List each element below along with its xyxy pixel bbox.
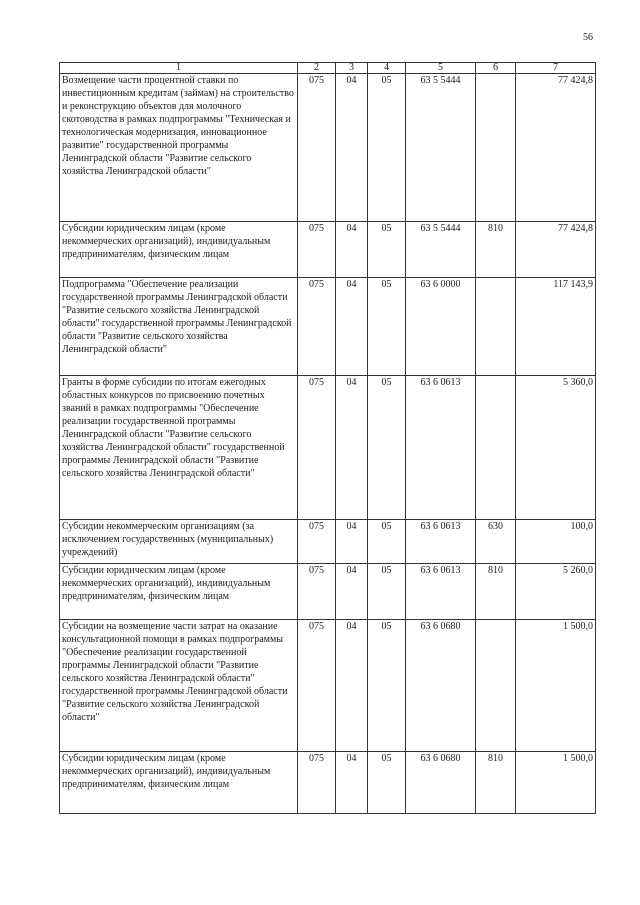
row-code-2: 075 [298,376,336,520]
row-code-6: 630 [476,520,516,564]
row-amount: 5 260,0 [516,564,596,620]
table-row [60,376,596,520]
row-code-5: 63 6 0680 [406,620,476,752]
row-code-3: 04 [336,520,368,564]
row-code-3: 04 [336,620,368,752]
row-name: Подпрограмма "Обеспечение реализации государственной программы Ленинградской области "Развитие сельского хозяйства Ленинградской области" государственной программы Ленинградской области "Развитие сельского хозяйства Ленинградской области" [60,278,298,376]
page-number: 56 [583,32,593,43]
row-code-2: 075 [298,620,336,752]
row-amount: 117 143,9 [516,278,596,376]
row-name: Субсидии юридическим лицам (кроме некоммерческих организаций), индивидуальным предпринимателям, физическим лицам [60,222,298,278]
row-code-4: 05 [368,376,406,520]
row-name: Субсидии юридическим лицам (кроме некоммерческих организаций), индивидуальным предпринимателям, физическим лицам [60,752,298,814]
row-amount: 77 424,8 [516,74,596,222]
row-code-4: 05 [368,278,406,376]
header-col-6: 6 [476,63,516,74]
row-code-3: 04 [336,376,368,520]
header-col-7: 7 [516,63,596,74]
row-code-2: 075 [298,752,336,814]
row-code-2: 075 [298,278,336,376]
row-code-3: 04 [336,564,368,620]
row-code-6: 810 [476,752,516,814]
header-col-5: 5 [406,63,476,74]
table-row [60,752,596,814]
row-code-4: 05 [368,564,406,620]
row-code-4: 05 [368,74,406,222]
table-row [60,564,596,620]
row-code-2: 075 [298,564,336,620]
row-code-6: 810 [476,564,516,620]
row-amount: 100,0 [516,520,596,564]
table-row [60,74,596,222]
row-name: Гранты в форме субсидии по итогам ежегодных областных конкурсов по присвоению почетных званий в рамках подпрограммы "Обеспечение реализации государственной программы Ленинградской области "Развитие сельского хозяйства Ленинградской области" государственной программы Ленинградской области "Развитие сельского хозяйства Ленинградской области" [60,376,298,520]
row-code-3: 04 [336,222,368,278]
table-row [60,520,596,564]
row-code-5: 63 5 5444 [406,74,476,222]
row-code-2: 075 [298,222,336,278]
header-col-4: 4 [368,63,406,74]
row-code-3: 04 [336,752,368,814]
row-code-6 [476,620,516,752]
row-code-6: 810 [476,222,516,278]
row-code-3: 04 [336,278,368,376]
row-code-4: 05 [368,752,406,814]
row-code-6 [476,74,516,222]
row-code-5: 63 6 0613 [406,520,476,564]
row-amount: 5 360,0 [516,376,596,520]
row-code-6 [476,278,516,376]
table-header [60,63,596,74]
budget-table [59,62,596,814]
table-row [60,222,596,278]
table-row [60,278,596,376]
row-name: Субсидии юридическим лицам (кроме некоммерческих организаций), индивидуальным предпринимателям, физическим лицам [60,564,298,620]
row-amount: 77 424,8 [516,222,596,278]
row-code-5: 63 6 0680 [406,752,476,814]
row-amount: 1 500,0 [516,620,596,752]
header-col-2: 2 [298,63,336,74]
row-code-4: 05 [368,620,406,752]
row-code-5: 63 6 0613 [406,564,476,620]
row-code-4: 05 [368,520,406,564]
row-name: Субсидии на возмещение части затрат на оказание консультационной помощи в рамках подпрограммы "Обеспечение реализации государственной программы Ленинградской области "Развитие сельского хозяйства Ленинградской области" государственной программы Ленинградской области "Развитие сельского хозяйства Ленинградской области" [60,620,298,752]
row-amount: 1 500,0 [516,752,596,814]
row-code-4: 05 [368,222,406,278]
row-code-5: 63 5 5444 [406,222,476,278]
row-code-6 [476,376,516,520]
row-code-2: 075 [298,520,336,564]
header-col-1: 1 [60,63,298,74]
row-code-3: 04 [336,74,368,222]
row-code-5: 63 6 0613 [406,376,476,520]
row-name: Субсидии некоммерческим организациям (за исключением государственных (муниципальных) учреждений) [60,520,298,564]
row-code-2: 075 [298,74,336,222]
table-row [60,620,596,752]
header-col-3: 3 [336,63,368,74]
row-code-5: 63 6 0000 [406,278,476,376]
row-name: Возмещение части процентной ставки по инвестиционным кредитам (займам) на строительство и реконструкцию объектов для молочного скотоводства в рамках подпрограммы "Техническая и технологическая модернизация, инновационное развитие" государственной программы Ленинградской области "Развитие сельского хозяйства Ленинградской области" [60,74,298,222]
